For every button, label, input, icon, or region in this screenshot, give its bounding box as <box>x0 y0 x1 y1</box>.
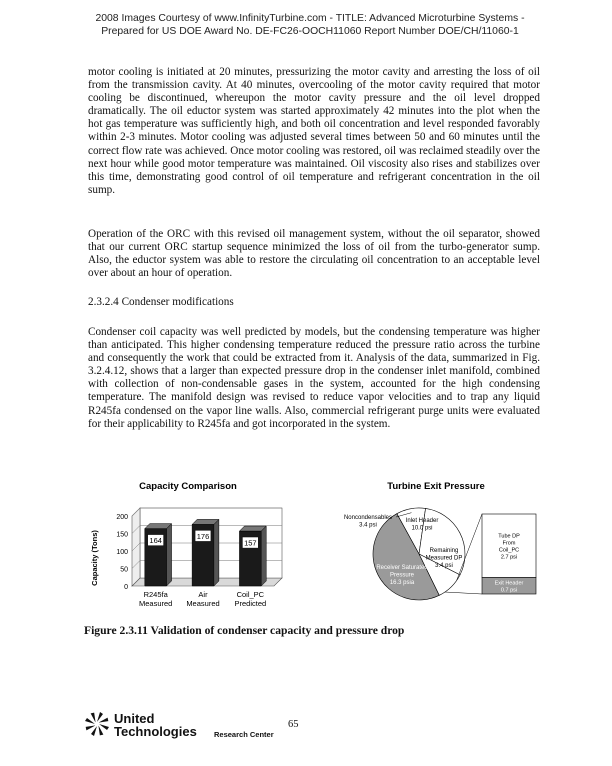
bar-top <box>239 526 266 531</box>
bar-side <box>261 526 266 586</box>
bar-chart-y-axis-label: Capacity (Tons) <box>90 530 99 586</box>
pie-slice-label: 3.4 psi <box>359 522 377 529</box>
figure-caption: Figure 2.3.11 Validation of condenser capacity and pressure drop <box>84 624 405 637</box>
bar-category-label: Air <box>198 590 208 599</box>
bar-side <box>214 519 219 586</box>
bar-category-label: Measured <box>186 599 220 608</box>
bar-y-tick-label: 100 <box>116 549 128 556</box>
pie-slice-label: 3.4 psi <box>435 563 453 569</box>
pie-slice-label: Pressure <box>389 572 415 579</box>
header-line-1: 2008 Images Courtesy of www.InfinityTurbine.com - TITLE: Advanced Microturbine Systems - <box>95 13 525 24</box>
paragraph-orc-operation: Operation of the ORC with this revised oil management system, without the oil separator, showed that our current ORC startup sequence minimized the loss of oil from the turbo-generator sump. Also, the eductor system was able to restore the circulating oil concentration to an acceptable level over about an hour of operation. <box>88 228 540 280</box>
bar-air <box>192 519 219 586</box>
bar-value-label: 157 <box>244 538 257 548</box>
bar-chart-x-labels <box>139 590 266 608</box>
research-center-label: Research Center <box>214 730 274 739</box>
bar-coil-pc <box>239 526 266 586</box>
bar-top <box>192 519 219 524</box>
breakout-label: From <box>502 540 516 547</box>
breakout-connector <box>445 592 482 594</box>
breakout-label: Exit Header <box>494 580 524 587</box>
pinwheel-logo-icon <box>84 711 110 737</box>
turbine-exit-pressure-pie-chart <box>344 481 536 600</box>
pie-slice-label: Measured DP <box>425 555 463 562</box>
breakout-label: Tube DP <box>498 533 520 540</box>
bar-side <box>167 524 172 586</box>
bar-r245fa <box>145 524 172 586</box>
breakout-label: 2.7 psi <box>500 554 518 561</box>
bar-category-label: Measured <box>138 599 173 608</box>
page-number: 65 <box>288 719 299 730</box>
breakout-label: Coil_PC <box>498 547 520 554</box>
bar-value-label: 176 <box>196 531 210 541</box>
bar-y-tick-label: 0 <box>124 584 128 591</box>
breakout-label: 0.7 psi <box>500 587 518 594</box>
bar-top <box>145 524 172 529</box>
pie-slice-label: Noncondensables <box>343 515 393 521</box>
pie-slice-label: 16.3 psia <box>389 580 415 586</box>
logo-line-united: United <box>114 711 155 726</box>
figure-charts <box>84 478 554 622</box>
bar-chart-title: Capacity Comparison <box>139 481 237 492</box>
capacity-bar-chart <box>90 481 282 608</box>
section-heading: 2.3.2.4 Condenser modifications <box>88 296 234 308</box>
bar-chart-bars <box>145 519 266 586</box>
pie-slice-label: Remaining <box>429 548 459 554</box>
bar-value-label: 164 <box>149 536 162 546</box>
logo-line-technologies: Technologies <box>114 724 197 739</box>
pie-chart-title: Turbine Exit Pressure <box>387 481 485 492</box>
pie-slice-label: 10.0 psi <box>411 525 433 532</box>
bar-chart-y-ticks <box>116 514 128 591</box>
pie-slice-label: Receiver Saturated <box>376 565 428 571</box>
header-line-2: Prepared for US DOE Award No. DE-FC26-OOCH11060 Report Number DOE/CH/11060-1 <box>101 26 519 37</box>
bar-category-label: Coil_PC <box>236 590 265 599</box>
bar-y-tick-label: 50 <box>120 566 128 574</box>
bar-y-tick-label: 150 <box>116 531 128 539</box>
paragraph-motor-cooling: motor cooling is initiated at 20 minutes, pressurizing the motor cavity and arresting the loss of oil from the transmission cavity. At 40 minutes, overcooling of the motor cavity required that motor cooling be discontinued, whereupon the motor cavity pressure and the oil level dropped dramatically. The oil eductor system was started approximately 42 minutes into the plot when the hot gas temperature was sufficiently high, and both oil concentration and level responded favorably within 2-3 minutes. Motor cooling was adjusted several times between 50 and 60 minutes until the correct flow rate was achieved. Once motor cooling was restored, oil was reclaimed steadily over the next hour while good motor temperature was maintained. Oil viscosity also rises and stabilizes over this time, demonstrating good control of oil temperature and refrigerant concentration in the oil sump. <box>88 66 540 196</box>
page-header <box>40 12 580 38</box>
bar-category-label: R245fa <box>143 590 168 599</box>
bar-y-tick-label: 200 <box>116 514 128 521</box>
pie-slice-label: Inlet Header <box>405 518 439 524</box>
bar-category-label: Predicted <box>234 599 267 608</box>
paragraph-condenser: Condenser coil capacity was well predicted by models, but the condensing temperature was higher than anticipated. This higher condensing temperature reduced the pressure ratio across the turbine and consequently the work that could be extracted from it. Analysis of the data, summarized in Fig. 3.2.4.12, shows that a larger than expected pressure drop in the condenser inlet manifold, combined with collection of non-condensable gases in the system, accounted for the high condensing temperature. The manifold design was revised to reduce vapor velocities and to trap any liquid R245fa condensed on the vapor line walls. Also, commercial refrigerant purge units were evaluated for their applicability to R245fa and got incorporated in the system. <box>88 326 540 430</box>
